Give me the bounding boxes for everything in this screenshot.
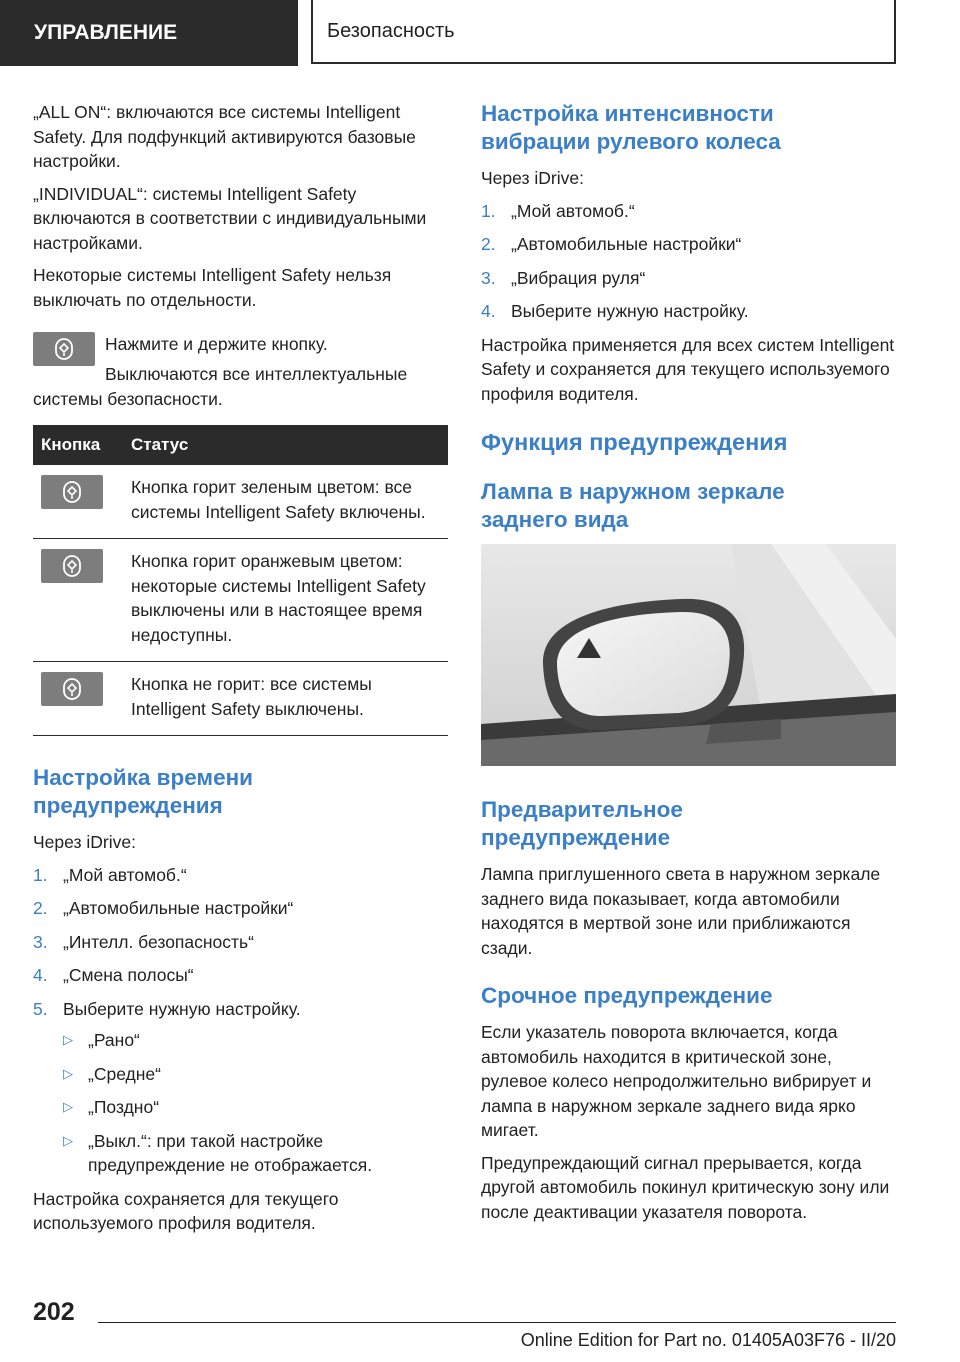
list-item: ▷ „Средне“ bbox=[33, 1062, 448, 1087]
list-item: 4. Выберите нужную настройку. bbox=[481, 301, 749, 321]
table-header-status: Статус bbox=[123, 425, 448, 465]
pre-warning-text: Лампа приглушенного света в наружном зеркале заднего вида показывает, когда автомобили находятся в мертвой зоне или приближаются сзади. bbox=[481, 864, 881, 958]
list-item: 2. „Автомобильные настройки“ bbox=[33, 898, 294, 918]
timing-options bbox=[33, 1028, 448, 1178]
table-header-button: Кнопка bbox=[33, 425, 123, 465]
press-line-1: Нажмите и держите кнопку. bbox=[105, 334, 328, 354]
intelligent-safety-button-icon bbox=[41, 549, 103, 583]
paragraph-note: Некоторые системы Intelligent Safety нельзя выключать по отдельности. bbox=[33, 265, 392, 310]
intelligent-safety-button-icon bbox=[41, 475, 103, 509]
right-column bbox=[481, 100, 896, 1232]
paragraph-all-on: „ALL ON“: включаются все системы Intelligent Safety. Для подфункций активируются базовые настройки. bbox=[33, 102, 416, 171]
page-number: 202 bbox=[33, 1298, 75, 1326]
table-row bbox=[33, 662, 448, 736]
vibration-heading: Настройка интенсивности вибрации рулевого колеса bbox=[481, 101, 781, 154]
pre-warning-heading: Предварительное предупреждение bbox=[481, 797, 683, 850]
triangle-right-icon: ▷ bbox=[63, 1132, 73, 1148]
press-instruction bbox=[33, 332, 448, 366]
list-item: 1. „Мой автомоб.“ bbox=[481, 200, 635, 221]
header-chapter: Безопасность bbox=[311, 0, 896, 64]
status-text: Кнопка горит зеленым цветом: все системы Intelligent Safety включены. bbox=[123, 465, 448, 539]
list-item: 2. „Автомобильные настройки“ bbox=[481, 234, 742, 254]
list-item: ▷ „Поздно“ bbox=[33, 1095, 448, 1120]
status-text: Кнопка не горит: все системы Intelligent Safety выключены. bbox=[123, 662, 448, 736]
list-item: 3. „Вибрация руля“ bbox=[481, 267, 646, 288]
list-item: ▷ „Выкл.“: при такой настройке предупреждение не отображается. bbox=[63, 1130, 373, 1175]
left-column bbox=[33, 100, 448, 1244]
paragraph-individual: „INDIVIDUAL“: системы Intelligent Safety включаются в соответствии с индивидуальными настройками. bbox=[33, 183, 427, 253]
list-item: ▷ „Рано“ bbox=[33, 1028, 448, 1053]
triangle-right-icon: ▷ bbox=[63, 1065, 73, 1081]
vibration-steps bbox=[481, 199, 896, 324]
via-idrive-right: Через iDrive: bbox=[481, 168, 584, 188]
list-item: 4. „Смена полосы“ bbox=[33, 965, 194, 985]
list-item: 1. „Мой автомоб.“ bbox=[33, 864, 187, 885]
list-item: 5. Выберите нужную настройку. bbox=[33, 998, 301, 1019]
intelligent-safety-button-icon bbox=[41, 672, 103, 706]
status-table bbox=[33, 425, 448, 736]
triangle-right-icon: ▷ bbox=[63, 1032, 73, 1047]
urgent-warning-text-1: Если указатель поворота включается, когда автомобиль находится в критической зоне, рулевое колесо непродолжительно вибрирует и лампа в наружном зеркале заднего вида ярко мигает. bbox=[481, 1022, 872, 1140]
via-idrive-left: Через iDrive: bbox=[33, 832, 136, 852]
urgent-warning-text-2: Предупреждающий сигнал прерывается, когда другой автомобиль покинул критическую зону или после деактивации указателя поворота. bbox=[481, 1152, 890, 1222]
timing-heading: Настройка времени предупреждения bbox=[33, 765, 254, 818]
header-section: УПРАВЛЕНИЕ bbox=[0, 0, 298, 66]
intelligent-safety-button-icon bbox=[33, 332, 95, 366]
press-line-2: Выключаются все интеллектуальные системы безопасности. bbox=[33, 364, 408, 409]
triangle-right-icon: ▷ bbox=[63, 1099, 73, 1114]
mirror-heading: Лампа в наружном зеркале заднего вида bbox=[481, 479, 785, 532]
table-row bbox=[33, 465, 448, 539]
warning-heading: Функция предупреждения bbox=[481, 429, 788, 455]
side-mirror-illustration bbox=[481, 544, 896, 766]
footer-divider bbox=[98, 1322, 896, 1323]
list-item: 3. „Интелл. безопасность“ bbox=[33, 931, 254, 952]
timing-steps bbox=[33, 863, 448, 1022]
timing-closing: Настройка сохраняется для текущего используемого профиля водителя. bbox=[33, 1188, 339, 1233]
status-text: Кнопка горит оранжевым цветом: некоторые системы Intelligent Safety выключены или в настоящее время недоступны. bbox=[123, 539, 448, 662]
table-row bbox=[33, 539, 448, 662]
urgent-warning-heading: Срочное предупреждение bbox=[481, 983, 773, 1008]
vibration-note: Настройка применяется для всех систем Intelligent Safety и сохраняется для текущего используемого профиля водителя. bbox=[481, 334, 895, 404]
footer-edition: Online Edition for Part no. 01405A03F76 - II/20 bbox=[520, 1330, 896, 1350]
